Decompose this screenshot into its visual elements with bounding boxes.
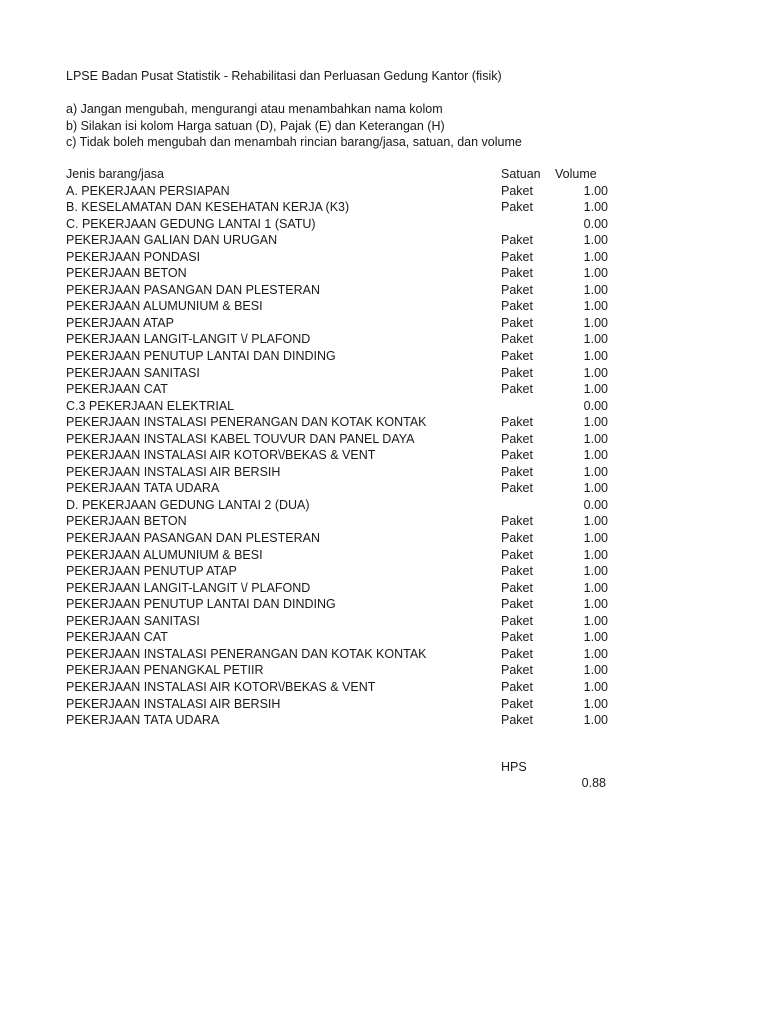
table-row xyxy=(66,232,626,249)
item-unit: Paket xyxy=(501,249,533,264)
item-volume: 1.00 xyxy=(583,233,608,248)
table-row xyxy=(66,696,626,713)
item-volume: 1.00 xyxy=(583,299,608,314)
table-row xyxy=(66,480,626,497)
table-row xyxy=(66,331,626,348)
item-name: PEKERJAAN INSTALASI AIR KOTOR\/BEKAS & VENT xyxy=(66,448,376,463)
item-name: PEKERJAAN LANGIT-LANGIT \/ PLAFOND xyxy=(66,580,311,595)
item-name: PEKERJAAN INSTALASI AIR BERSIH xyxy=(66,696,281,711)
item-name: PEKERJAAN INSTALASI PENERANGAN DAN KOTAK KONTAK xyxy=(66,646,427,661)
item-volume: 1.00 xyxy=(583,249,608,264)
item-volume: 1.00 xyxy=(583,531,608,546)
item-unit: Paket xyxy=(501,315,533,330)
item-volume: 0.00 xyxy=(583,497,608,512)
column-header-volume: Volume xyxy=(555,167,597,181)
item-volume: 1.00 xyxy=(583,663,608,678)
table-row xyxy=(66,398,626,415)
table-row xyxy=(66,298,626,315)
item-volume: 1.00 xyxy=(583,183,608,198)
column-header-unit: Satuan xyxy=(501,167,541,181)
instruction-item: a) Jangan mengubah, mengurangi atau menambahkan nama kolom xyxy=(66,102,443,116)
item-volume: 1.00 xyxy=(583,282,608,297)
item-name: D. PEKERJAAN GEDUNG LANTAI 2 (DUA) xyxy=(66,497,310,512)
table-row xyxy=(66,447,626,464)
item-name: PEKERJAAN TATA UDARA xyxy=(66,713,220,728)
instruction-item: c) Tidak boleh mengubah dan menambah rincian barang/jasa, satuan, dan volume xyxy=(66,135,522,149)
instructions-list xyxy=(66,101,522,151)
item-volume: 1.00 xyxy=(583,365,608,380)
item-name: PEKERJAAN PENUTUP LANTAI DAN DINDING xyxy=(66,597,336,612)
table-row xyxy=(66,464,626,481)
item-name: C. PEKERJAAN GEDUNG LANTAI 1 (SATU) xyxy=(66,216,316,231)
item-unit: Paket xyxy=(501,183,533,198)
item-unit: Paket xyxy=(501,547,533,562)
table-header-row xyxy=(66,166,626,183)
item-volume: 0.00 xyxy=(583,216,608,231)
column-header-name: Jenis barang/jasa xyxy=(66,167,164,181)
item-unit: Paket xyxy=(501,514,533,529)
item-unit: Paket xyxy=(501,613,533,628)
item-unit: Paket xyxy=(501,580,533,595)
table-row xyxy=(66,431,626,448)
item-name: PEKERJAAN ATAP xyxy=(66,315,174,330)
item-volume: 1.00 xyxy=(583,679,608,694)
item-name: PEKERJAAN PENUTUP LANTAI DAN DINDING xyxy=(66,349,336,364)
table-row xyxy=(66,183,626,200)
item-volume: 1.00 xyxy=(583,713,608,728)
item-unit: Paket xyxy=(501,646,533,661)
item-unit: Paket xyxy=(501,349,533,364)
item-name: PEKERJAAN SANITASI xyxy=(66,365,200,380)
item-volume: 1.00 xyxy=(583,597,608,612)
item-name: PEKERJAAN BETON xyxy=(66,514,187,529)
item-volume: 0.00 xyxy=(583,398,608,413)
item-name: PEKERJAAN SANITASI xyxy=(66,613,200,628)
table-row xyxy=(66,265,626,282)
table-row xyxy=(66,315,626,332)
table-row xyxy=(66,199,626,216)
item-volume: 1.00 xyxy=(583,696,608,711)
item-unit: Paket xyxy=(501,431,533,446)
item-name: PEKERJAAN INSTALASI AIR BERSIH xyxy=(66,464,281,479)
item-name: PEKERJAAN INSTALASI AIR KOTOR\/BEKAS & VENT xyxy=(66,679,376,694)
table-row xyxy=(66,365,626,382)
item-unit: Paket xyxy=(501,266,533,281)
item-name: PEKERJAAN INSTALASI KABEL TOUVUR DAN PANEL DAYA xyxy=(66,431,415,446)
item-volume: 1.00 xyxy=(583,464,608,479)
hps-label: HPS xyxy=(501,760,527,774)
item-unit: Paket xyxy=(501,679,533,694)
item-name: PEKERJAAN PASANGAN DAN PLESTERAN xyxy=(66,282,321,297)
item-volume: 1.00 xyxy=(583,349,608,364)
item-name: PEKERJAAN TATA UDARA xyxy=(66,481,220,496)
item-unit: Paket xyxy=(501,382,533,397)
item-unit: Paket xyxy=(501,365,533,380)
item-name: PEKERJAAN PONDASI xyxy=(66,249,201,264)
table-row xyxy=(66,497,626,514)
table-row xyxy=(66,414,626,431)
item-name: PEKERJAAN CAT xyxy=(66,630,168,645)
table-row xyxy=(66,629,626,646)
table-row xyxy=(66,513,626,530)
table-row xyxy=(66,662,626,679)
item-unit: Paket xyxy=(501,713,533,728)
document-title: LPSE Badan Pusat Statistik - Rehabilitasi dan Perluasan Gedung Kantor (fisik) xyxy=(66,69,502,83)
item-name: PEKERJAAN CAT xyxy=(66,382,168,397)
item-unit: Paket xyxy=(501,597,533,612)
item-unit: Paket xyxy=(501,464,533,479)
table-row xyxy=(66,282,626,299)
table-row xyxy=(66,646,626,663)
item-volume: 1.00 xyxy=(583,315,608,330)
item-volume: 1.00 xyxy=(583,646,608,661)
item-name: PEKERJAAN BETON xyxy=(66,266,187,281)
table-row xyxy=(66,249,626,266)
item-volume: 1.00 xyxy=(583,266,608,281)
item-volume: 1.00 xyxy=(583,547,608,562)
item-unit: Paket xyxy=(501,564,533,579)
table-row xyxy=(66,580,626,597)
table-row xyxy=(66,216,626,233)
item-name: PEKERJAAN PENANGKAL PETIIR xyxy=(66,663,264,678)
item-unit: Paket xyxy=(501,630,533,645)
item-name: C.3 PEKERJAAN ELEKTRIAL xyxy=(66,398,235,413)
table-row xyxy=(66,348,626,365)
item-unit: Paket xyxy=(501,332,533,347)
table-row xyxy=(66,613,626,630)
item-unit: Paket xyxy=(501,448,533,463)
item-unit: Paket xyxy=(501,663,533,678)
table-row xyxy=(66,381,626,398)
item-name: PEKERJAAN ALUMUNIUM & BESI xyxy=(66,299,263,314)
item-volume: 1.00 xyxy=(583,613,608,628)
item-volume: 1.00 xyxy=(583,630,608,645)
hps-value: 0.88 xyxy=(581,776,606,790)
item-name: A. PEKERJAAN PERSIAPAN xyxy=(66,183,230,198)
item-name: PEKERJAAN PASANGAN DAN PLESTERAN xyxy=(66,531,321,546)
item-name: PEKERJAAN LANGIT-LANGIT \/ PLAFOND xyxy=(66,332,311,347)
item-unit: Paket xyxy=(501,531,533,546)
item-volume: 1.00 xyxy=(583,448,608,463)
item-unit: Paket xyxy=(501,200,533,215)
item-volume: 1.00 xyxy=(583,415,608,430)
table-row xyxy=(66,712,626,729)
item-unit: Paket xyxy=(501,481,533,496)
item-volume: 1.00 xyxy=(583,431,608,446)
item-unit: Paket xyxy=(501,282,533,297)
item-unit: Paket xyxy=(501,299,533,314)
table-row xyxy=(66,563,626,580)
item-name: PEKERJAAN INSTALASI PENERANGAN DAN KOTAK KONTAK xyxy=(66,415,427,430)
item-name: B. KESELAMATAN DAN KESEHATAN KERJA (K3) xyxy=(66,200,350,215)
item-name: PEKERJAAN ALUMUNIUM & BESI xyxy=(66,547,263,562)
item-name: PEKERJAAN GALIAN DAN URUGAN xyxy=(66,233,278,248)
items-table xyxy=(66,166,626,729)
item-volume: 1.00 xyxy=(583,514,608,529)
item-unit: Paket xyxy=(501,696,533,711)
item-volume: 1.00 xyxy=(583,564,608,579)
item-volume: 1.00 xyxy=(583,200,608,215)
instruction-item: b) Silakan isi kolom Harga satuan (D), Pajak (E) dan Keterangan (H) xyxy=(66,118,445,133)
item-unit: Paket xyxy=(501,233,533,248)
item-volume: 1.00 xyxy=(583,382,608,397)
table-row xyxy=(66,596,626,613)
item-unit: Paket xyxy=(501,415,533,430)
item-volume: 1.00 xyxy=(583,481,608,496)
item-volume: 1.00 xyxy=(583,332,608,347)
table-row xyxy=(66,547,626,564)
table-row xyxy=(66,530,626,547)
item-volume: 1.00 xyxy=(583,580,608,595)
table-row xyxy=(66,679,626,696)
item-name: PEKERJAAN PENUTUP ATAP xyxy=(66,564,237,579)
